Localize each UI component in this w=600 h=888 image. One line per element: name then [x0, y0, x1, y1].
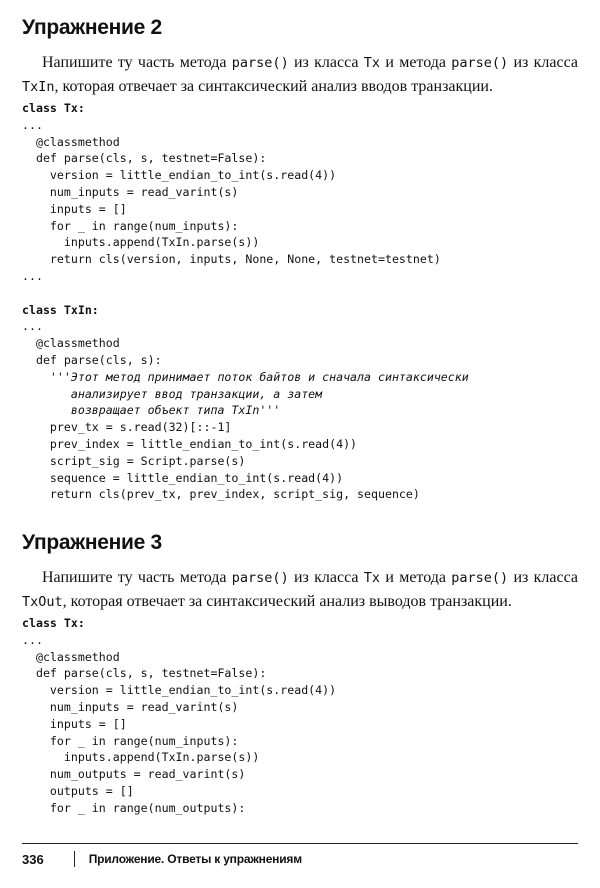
- code-line: num_outputs = read_varint(s): [22, 767, 246, 782]
- code-line: def parse(cls, s, testnet=False):: [22, 151, 267, 166]
- code-line: ...: [22, 632, 43, 647]
- paragraph-text: из класса: [508, 54, 578, 71]
- code-line: version = little_endian_to_int(s.read(4)): [22, 168, 337, 183]
- code-identifier: TxOut: [22, 594, 63, 610]
- code-identifier: parse(): [231, 570, 289, 586]
- code-line: def parse(cls, s):: [22, 352, 162, 367]
- code-line: @classmethod: [22, 134, 120, 149]
- code-line: class TxIn:: [22, 302, 99, 317]
- page-number: 336: [22, 851, 44, 867]
- exercise-3-paragraph: [22, 566, 578, 614]
- code-line: script_sig = Script.parse(s): [22, 453, 246, 468]
- paragraph-text: , которая отвечает за синтаксический анализ выводов транзакции.: [62, 593, 512, 610]
- code-line: num_inputs = read_varint(s): [22, 184, 239, 199]
- exercise-2-code-block: [22, 100, 469, 503]
- code-line: inputs = []: [22, 201, 127, 216]
- code-identifier: parse(): [451, 570, 509, 586]
- code-line: '''Этот метод принимает поток байтов и сначала синтаксически: [22, 369, 469, 384]
- code-identifier: parse(): [451, 55, 509, 71]
- exercise-3-heading: Упражнение 3: [22, 531, 162, 554]
- code-line: for _ in range(num_inputs):: [22, 218, 239, 233]
- exercise-2-heading: Упражнение 2: [22, 16, 162, 39]
- code-line: return cls(prev_tx, prev_index, script_sig, sequence): [22, 487, 420, 502]
- paragraph-text: Напишите ту часть метода: [42, 54, 232, 71]
- page-footer: [22, 849, 302, 869]
- paragraph-text: из класса: [508, 569, 578, 586]
- code-line: inputs.append(TxIn.parse(s)): [22, 750, 260, 765]
- footer-separator: [74, 851, 75, 867]
- code-identifier: parse(): [231, 55, 289, 71]
- paragraph-text: и метода: [380, 569, 452, 586]
- paragraph-text: из класса: [288, 54, 364, 71]
- code-line: ...: [22, 268, 43, 283]
- exercise-3-code-block: [22, 615, 336, 817]
- code-line: возвращает объект типа TxIn''': [22, 403, 281, 418]
- code-line: анализирует ввод транзакции, а затем: [22, 386, 323, 401]
- footer-section-title: Приложение. Ответы к упражнениям: [88, 852, 302, 866]
- code-line: class Tx:: [22, 616, 85, 630]
- code-line: return cls(version, inputs, None, None, testnet=testnet): [22, 252, 441, 267]
- code-line: for _ in range(num_outputs):: [22, 800, 246, 815]
- code-line: prev_tx = s.read(32)[::-1]: [22, 420, 232, 435]
- code-line: @classmethod: [22, 336, 120, 351]
- code-line: version = little_endian_to_int(s.read(4)): [22, 683, 337, 698]
- code-line: num_inputs = read_varint(s): [22, 699, 239, 714]
- code-line: inputs = []: [22, 716, 127, 731]
- code-line: outputs = []: [22, 783, 134, 798]
- code-line: ...: [22, 117, 43, 132]
- paragraph-text: из класса: [288, 569, 364, 586]
- code-identifier: Tx: [363, 55, 381, 71]
- code-line: [22, 285, 469, 302]
- code-line: class Tx:: [22, 101, 85, 115]
- code-identifier: TxIn: [22, 79, 55, 95]
- code-line: inputs.append(TxIn.parse(s)): [22, 235, 260, 250]
- code-line: sequence = little_endian_to_int(s.read(4)): [22, 470, 344, 485]
- paragraph-text: , которая отвечает за синтаксический анализ вводов транзакции.: [54, 78, 493, 95]
- paragraph-text: Напишите ту часть метода: [42, 569, 232, 586]
- paragraph-text: и метода: [380, 54, 452, 71]
- code-line: ...: [22, 319, 43, 334]
- code-line: prev_index = little_endian_to_int(s.read(4)): [22, 436, 358, 451]
- exercise-2-paragraph: [22, 51, 578, 99]
- code-identifier: Tx: [363, 570, 381, 586]
- footer-rule: [22, 843, 578, 844]
- code-line: @classmethod: [22, 649, 120, 664]
- code-line: for _ in range(num_inputs):: [22, 733, 239, 748]
- code-line: def parse(cls, s, testnet=False):: [22, 666, 267, 681]
